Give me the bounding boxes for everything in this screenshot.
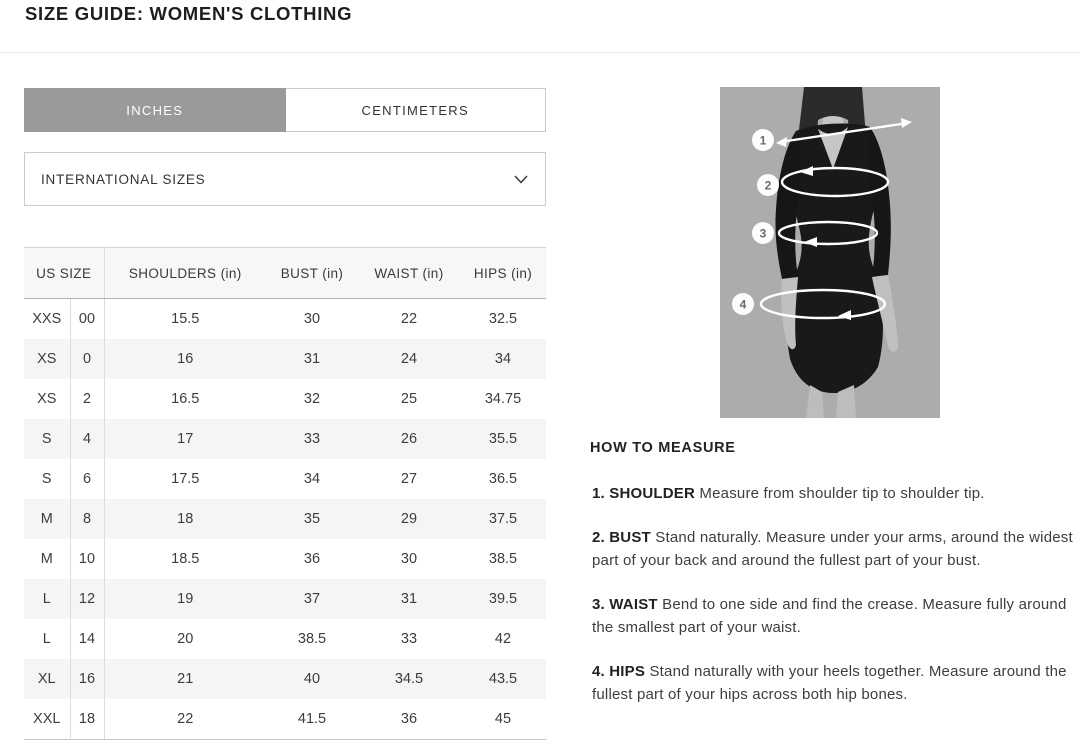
cell-shoulders: 17.5 bbox=[171, 471, 200, 487]
cell-bust: 32 bbox=[303, 391, 321, 407]
cell-us: 18 bbox=[70, 699, 104, 740]
table-row bbox=[24, 659, 546, 699]
cell-size: S bbox=[24, 419, 70, 459]
header-us-size: US SIZE bbox=[24, 248, 104, 299]
dropdown-label: INTERNATIONAL SIZES bbox=[41, 171, 206, 187]
table-row bbox=[24, 499, 546, 539]
cell-bust: 35 bbox=[303, 511, 321, 527]
cell-shoulders: 16 bbox=[177, 351, 194, 367]
page-header bbox=[0, 0, 1080, 53]
cell-us: 12 bbox=[70, 579, 104, 619]
size-table-body bbox=[24, 299, 546, 740]
cell-us: 0 bbox=[70, 339, 104, 379]
cell-size: L bbox=[24, 579, 70, 619]
cell-size: M bbox=[24, 539, 70, 579]
table-row bbox=[24, 299, 546, 340]
cell-shoulders: 16.5 bbox=[171, 391, 200, 407]
cell-us: 16 bbox=[70, 659, 104, 699]
units-tabs bbox=[24, 88, 546, 132]
cell-shoulders: 22 bbox=[104, 699, 266, 740]
cell-us: 2 bbox=[70, 379, 104, 419]
model-dress bbox=[787, 124, 883, 393]
header-shoulders: SHOULDERS (in) bbox=[104, 248, 266, 299]
cell-bust: 30 bbox=[303, 311, 321, 327]
cell-us: 4 bbox=[70, 419, 104, 459]
cell-us: 6 bbox=[70, 459, 104, 499]
cell-waist: 27 bbox=[400, 471, 418, 487]
size-chart-table bbox=[24, 247, 546, 740]
cell-size: S bbox=[24, 459, 70, 499]
cell-hips: 34.75 bbox=[484, 391, 522, 407]
cell-hips: 32.5 bbox=[488, 311, 518, 327]
measure-step-label: 3. WAIST bbox=[592, 596, 658, 613]
cell-shoulders: 18.5 bbox=[171, 551, 200, 567]
cell-hips: 45 bbox=[460, 699, 546, 740]
cell-shoulders: 21 bbox=[177, 671, 194, 687]
measure-step-label: 2. BUST bbox=[592, 529, 651, 546]
how-to-measure-title: HOW TO MEASURE bbox=[590, 440, 736, 456]
table-row bbox=[24, 419, 546, 459]
table-row bbox=[24, 459, 546, 499]
cell-hips: 38.5 bbox=[488, 551, 518, 567]
cell-bust: 37 bbox=[303, 591, 321, 607]
cell-waist: 25 bbox=[400, 391, 418, 407]
cell-size: L bbox=[24, 619, 70, 659]
table-row bbox=[24, 539, 546, 579]
cell-hips: 37.5 bbox=[488, 511, 518, 527]
cell-hips: 43.5 bbox=[488, 671, 518, 687]
marker-number: 3 bbox=[759, 226, 767, 241]
international-sizes-dropdown[interactable] bbox=[24, 152, 546, 206]
cell-bust: 38.5 bbox=[297, 631, 327, 647]
measure-step: 4. HIPS Stand naturally with your heels together. Measure around the fullest part of your hips across both hip bones. bbox=[592, 663, 1067, 703]
cell-bust: 33 bbox=[303, 431, 321, 447]
cell-bust: 34 bbox=[303, 471, 321, 487]
cell-us: 00 bbox=[70, 299, 104, 340]
marker-number: 4 bbox=[739, 297, 747, 312]
cell-us: 14 bbox=[70, 619, 104, 659]
marker-number: 2 bbox=[764, 178, 772, 193]
cell-bust: 31 bbox=[303, 351, 321, 367]
cell-size: M bbox=[24, 499, 70, 539]
table-row bbox=[24, 379, 546, 419]
cell-waist: 33 bbox=[400, 631, 418, 647]
cell-shoulders: 19 bbox=[177, 591, 194, 607]
cell-size: XXS bbox=[24, 299, 70, 340]
figure-svg bbox=[720, 87, 940, 418]
page-title: SIZE GUIDE: WOMEN'S CLOTHING bbox=[25, 3, 353, 24]
measure-step-label: 1. SHOULDER bbox=[592, 485, 696, 502]
cell-bust: 40 bbox=[303, 671, 321, 687]
table-row bbox=[24, 619, 546, 659]
cell-waist: 24 bbox=[400, 351, 418, 367]
cell-waist: 36 bbox=[358, 699, 460, 740]
cell-hips: 35.5 bbox=[488, 431, 518, 447]
cell-size: XL bbox=[24, 659, 70, 699]
cell-waist: 29 bbox=[400, 511, 418, 527]
cell-size: XXL bbox=[24, 699, 70, 740]
cell-waist: 34.5 bbox=[394, 671, 424, 687]
cell-waist: 30 bbox=[400, 551, 418, 567]
cell-shoulders: 20 bbox=[177, 631, 194, 647]
measure-steps bbox=[590, 482, 1074, 706]
marker-number: 1 bbox=[759, 133, 767, 148]
measurement-model-figure bbox=[720, 87, 940, 418]
header-bust: BUST (in) bbox=[266, 248, 358, 299]
measure-step: 3. WAIST Bend to one side and find the crease. Measure fully around the smallest part of your waist. bbox=[592, 596, 1067, 636]
cell-waist: 31 bbox=[400, 591, 418, 607]
measure-step: 1. SHOULDER Measure from shoulder tip to shoulder tip. bbox=[592, 485, 985, 502]
chevron-down-icon bbox=[514, 175, 528, 184]
cell-bust: 41.5 bbox=[266, 699, 358, 740]
tab-inches[interactable]: INCHES bbox=[24, 88, 286, 132]
how-to-measure-section bbox=[590, 440, 1074, 727]
cell-hips: 42 bbox=[494, 631, 512, 647]
size-guide-panel bbox=[24, 88, 546, 740]
cell-size: XS bbox=[24, 339, 70, 379]
cell-hips: 39.5 bbox=[488, 591, 518, 607]
table-row bbox=[24, 339, 546, 379]
table-row bbox=[24, 699, 546, 740]
cell-bust: 36 bbox=[303, 551, 321, 567]
measure-step-label: 4. HIPS bbox=[592, 663, 646, 680]
cell-shoulders: 15.5 bbox=[171, 311, 200, 327]
header-hips: HIPS (in) bbox=[460, 248, 546, 299]
header-waist: WAIST (in) bbox=[358, 248, 460, 299]
cell-size: XS bbox=[24, 379, 70, 419]
cell-hips: 36.5 bbox=[488, 471, 518, 487]
tab-centimeters[interactable]: CENTIMETERS bbox=[286, 88, 547, 132]
measure-step: 2. BUST Stand naturally. Measure under your arms, around the widest part of your back and around the fullest part of your bust. bbox=[592, 529, 1073, 569]
cell-waist: 22 bbox=[400, 311, 418, 327]
cell-shoulders: 18 bbox=[177, 511, 194, 527]
cell-hips: 34 bbox=[494, 351, 512, 367]
cell-shoulders: 17 bbox=[177, 431, 194, 447]
cell-us: 8 bbox=[70, 499, 104, 539]
cell-waist: 26 bbox=[400, 431, 418, 447]
size-table-header bbox=[24, 248, 546, 299]
cell-us: 10 bbox=[70, 539, 104, 579]
table-row bbox=[24, 579, 546, 619]
